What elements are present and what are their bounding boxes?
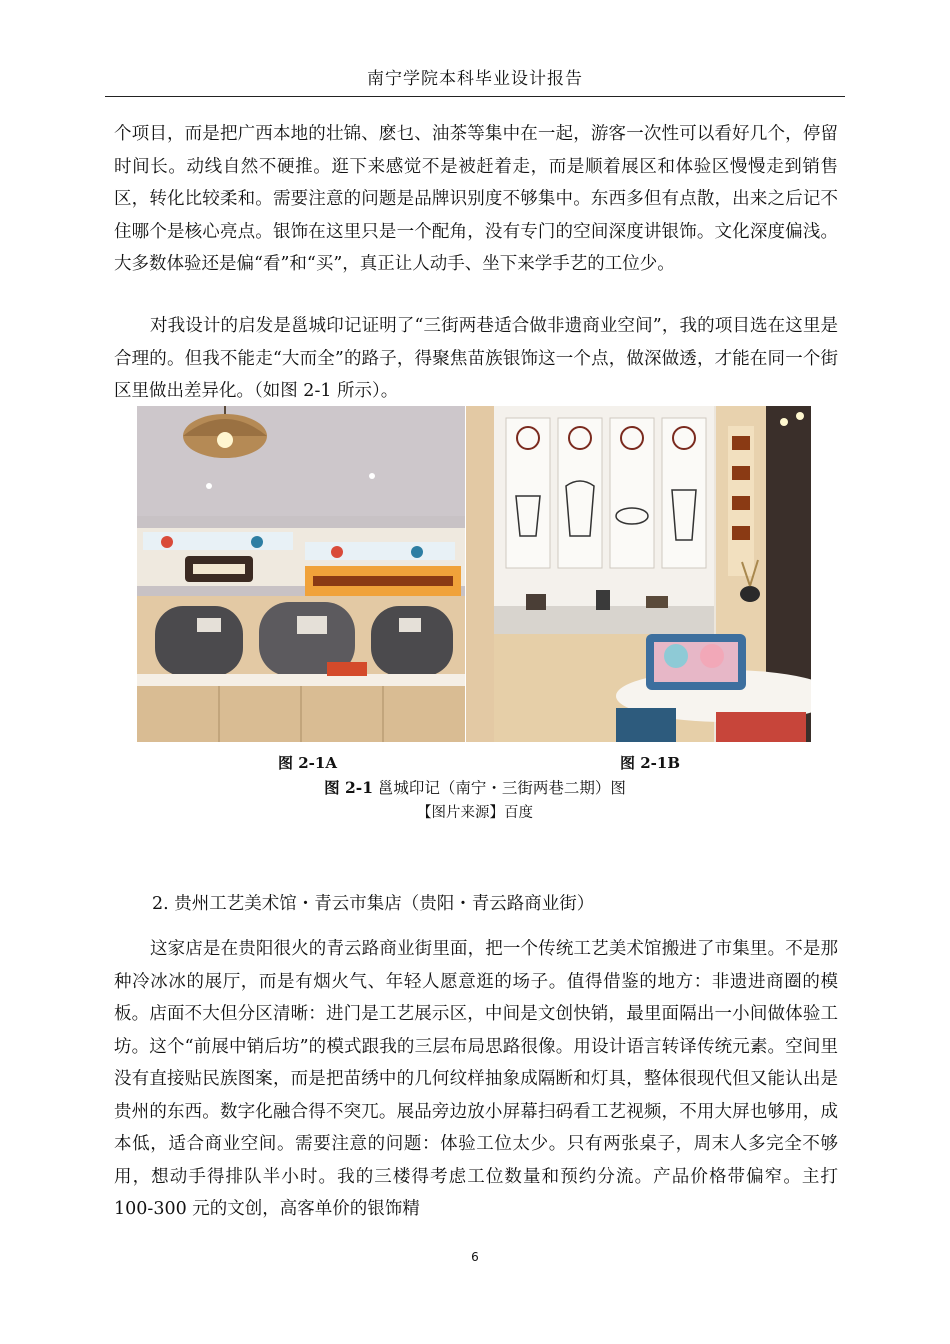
paragraph-guizhou-case: 这家店是在贵阳很火的青云路商业街里面，把一个传统工艺美术馆搬进了市集里。不是那种冷冰冰的展厅，而是有烟火气、年轻人愿意逛的场子。值得借鉴的地方：非遗进商圈的模板。店面不大但分区清晰：进门是工艺展示区，中间是文创快销，最里面隔出一小间做体验工坊。这个“前展中销后坊”的模式跟我的三层布局思路很像。用设计语言转译传统元素。空间里没有直接贴民族图案，而是把苗绣中的几何纹样抽象成隔断和灯具，整体很现代但又能认出是贵州的东西。数字化融合得不突兀。展品旁边放小屏幕扫码看工艺视频，不用大屏也够用，成本低，适合商业空间。需要注意的问题：体验工位太少。只有两张桌子，周末人多完全不够用，想动手得排队半小时。我的三楼得考虑工位数量和预约分流。产品价格带偏窄。主打 100-300 元的文创，高客单价的银饰精 <box>114 939 838 1219</box>
caption-text: 邕城印记（南宁・三街两巷二期）图 <box>372 779 626 797</box>
figure-caption <box>105 776 845 798</box>
header-rule <box>105 96 845 97</box>
page-header: 南宁学院本科毕业设计报告 <box>367 69 583 89</box>
caption-number: 图 2-1 <box>324 778 373 797</box>
figure-photo-b <box>466 406 811 742</box>
figure-photo-a <box>137 406 465 742</box>
paragraph-intro-continued: 个项目，而是把广西本地的壮锦、麽乜、油茶等集中在一起，游客一次性可以看好几个，停留时间长。动线自然不硬推。逛下来感觉不是被赶着走，而是顺着展区和体验区慢慢走到销售区，转化比较柔和。需要注意的问题是品牌识别度不够集中。东西多但有点散，出来之后记不住哪个是核心亮点。银饰在这里只是一个配角，没有专门的空间深度讲银饰。文化深度偏浅。大多数体验还是偏“看”和“买”，真正让人动手、坐下来学手艺的工位少。 <box>114 124 838 274</box>
figure-label-b: 图 2-1B <box>620 754 681 772</box>
figure-source: 【图片来源】百度 <box>417 805 533 821</box>
section-heading: 2. 贵州工艺美术馆・青云市集店（贵阳・青云路商业街） <box>152 894 595 914</box>
page-number: 6 <box>471 1250 479 1264</box>
paragraph-design-insight: 对我设计的启发是邕城印记证明了“三街两巷适合做非遗商业空间”，我的项目选在这里是合理的。但我不能走“大而全”的路子，得聚焦苗族银饰这一个点，做深做透，才能在同一个街区里做出差异化。（如图 2-1 所示）。 <box>114 316 838 401</box>
figure-label-a: 图 2-1A <box>278 754 337 772</box>
